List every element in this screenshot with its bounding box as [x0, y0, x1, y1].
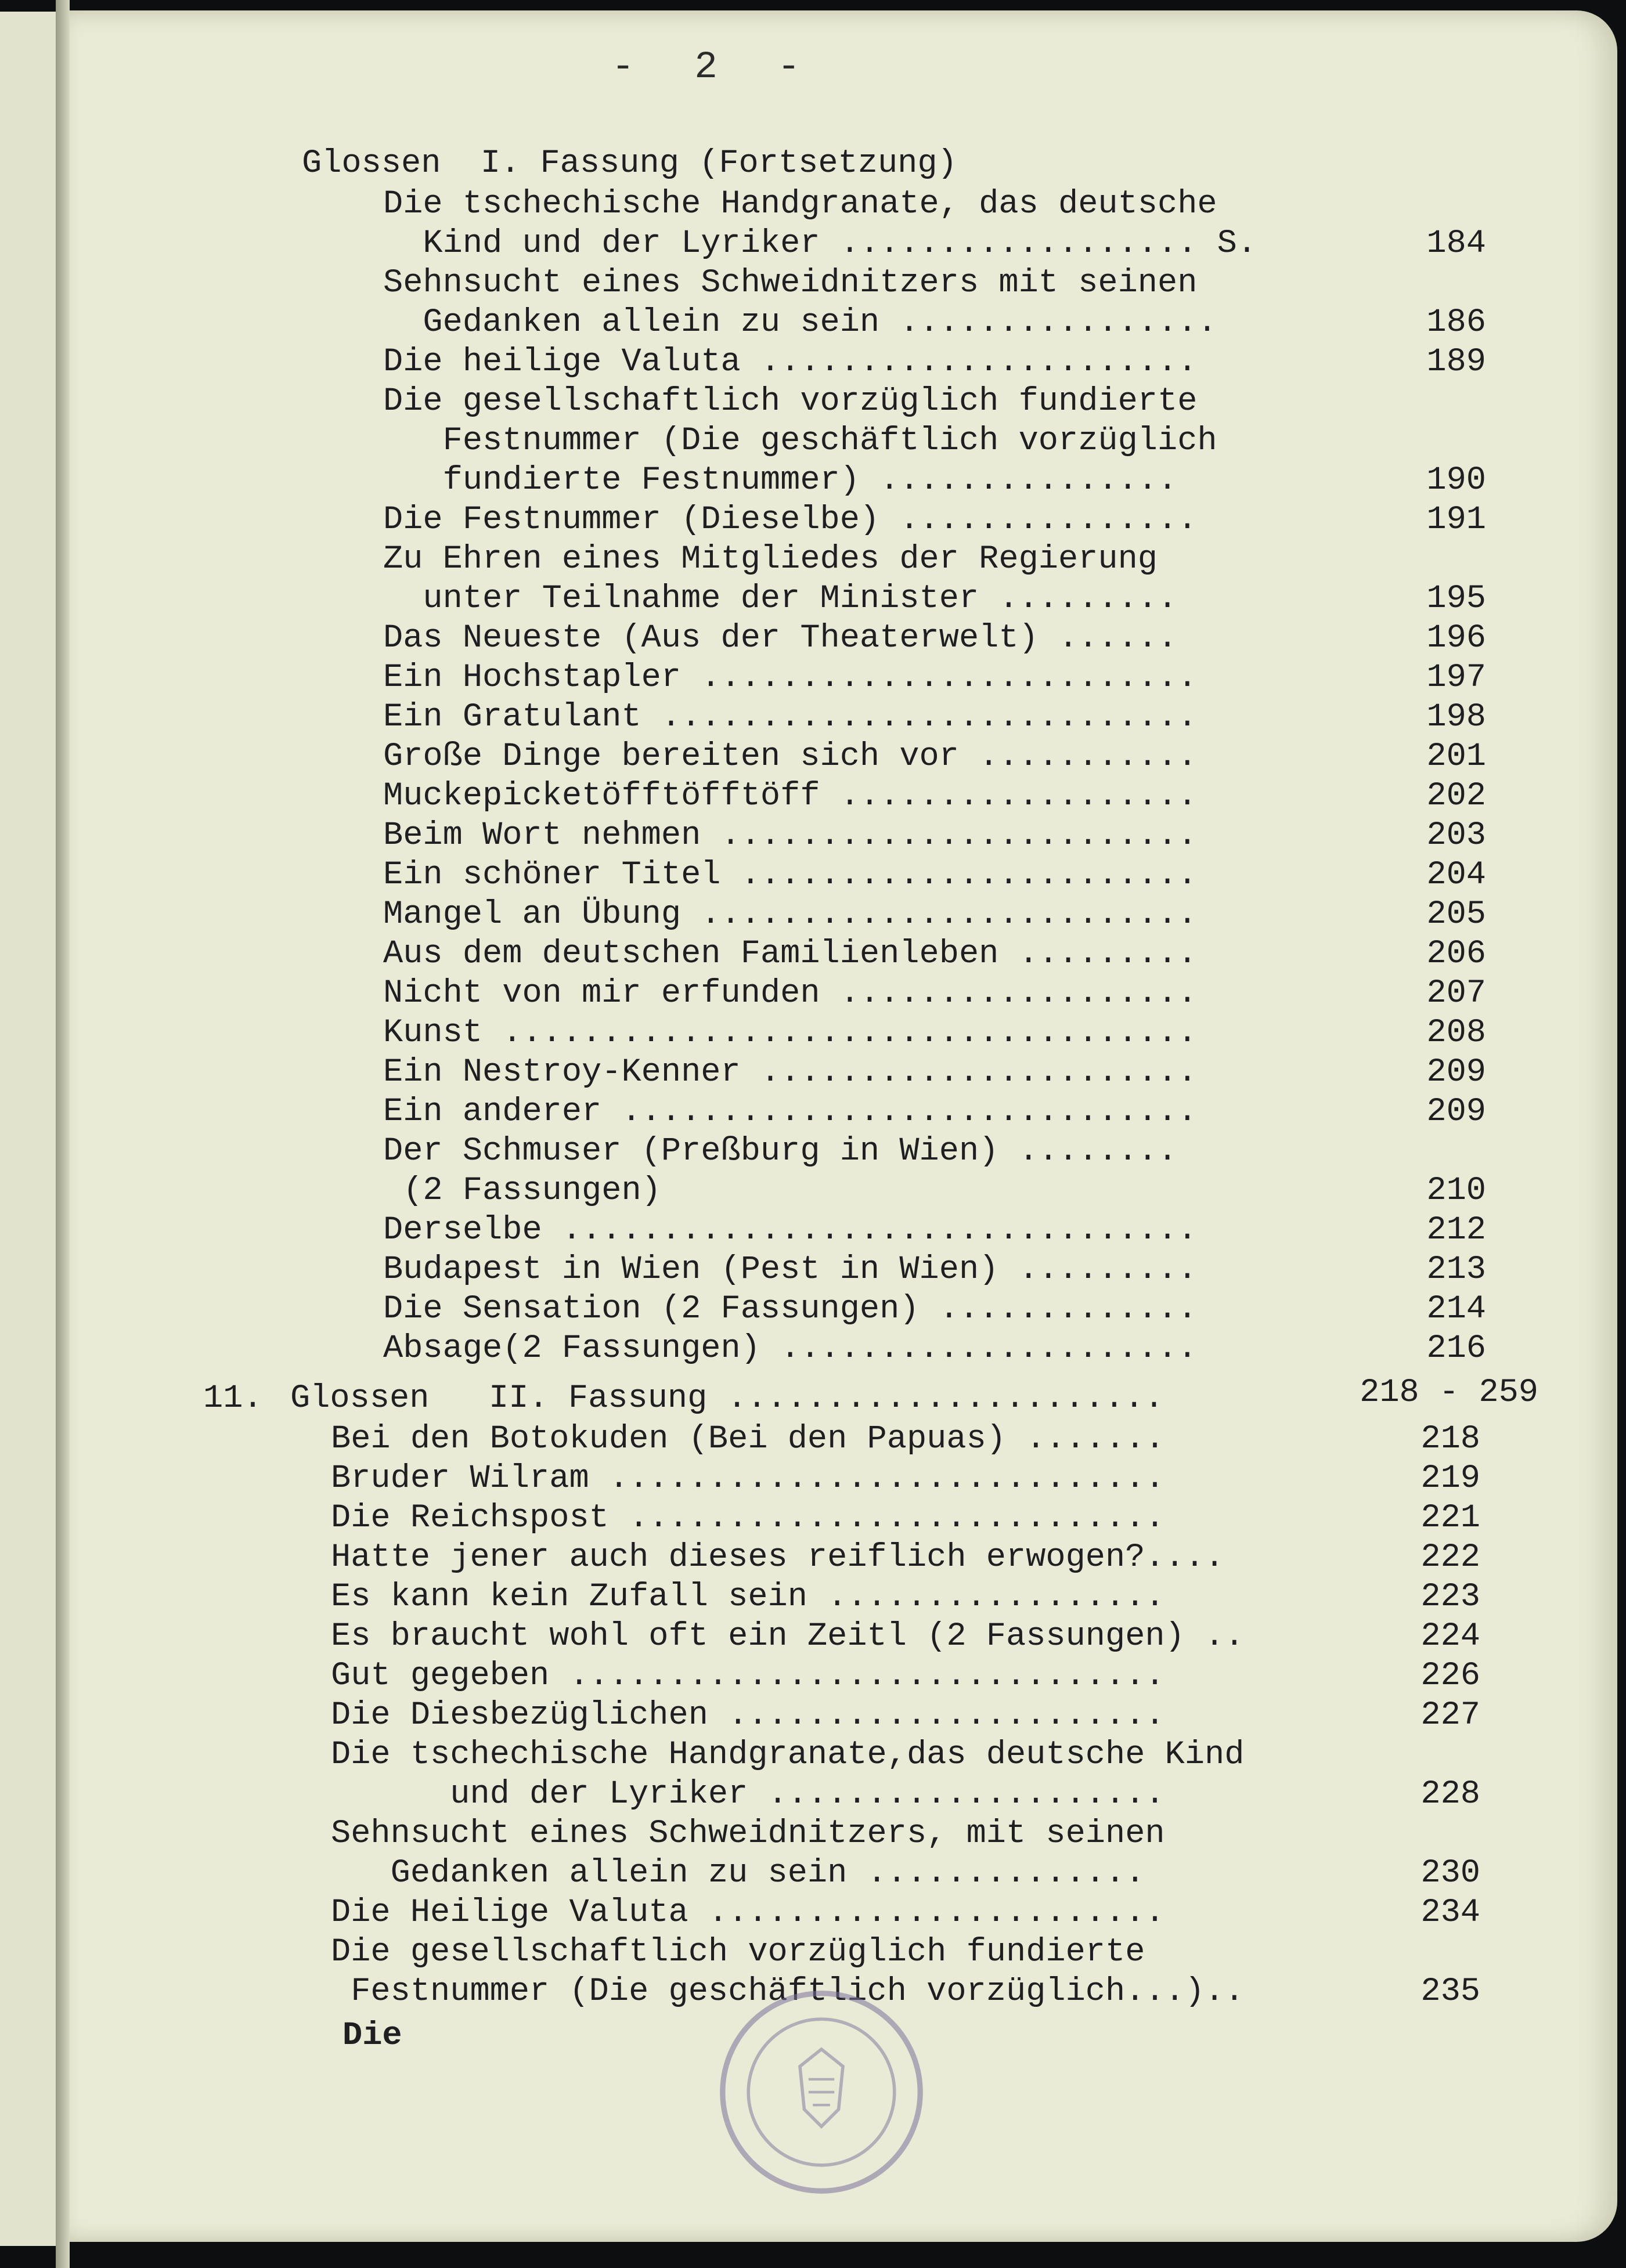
entry-title-line: Es kann kein Zufall sein .................	[331, 1579, 1165, 1616]
entry-title-line: Festnummer (Die geschäftlich vorzüglich...)..	[331, 1973, 1245, 2010]
entry-title-line: Gedanken allein zu sein ..............	[331, 1855, 1145, 1892]
binding-edge	[56, 0, 70, 2268]
entry-page-number: 224	[1421, 1618, 1480, 1655]
entry-title-line: Ein Hochstapler .........................	[383, 659, 1198, 696]
entry-title-line: unter Teilnahme der Minister .........	[383, 580, 1178, 617]
entry-page-number: 197	[1426, 659, 1486, 696]
toc-entry	[383, 1013, 1197, 1053]
toc-entry	[331, 1420, 1165, 1459]
entry-page-number: 198	[1426, 699, 1486, 736]
previous-page-edge	[0, 12, 59, 2246]
toc-entry	[331, 1656, 1165, 1696]
entry-page-number: 204	[1426, 857, 1486, 894]
toc-entry	[383, 263, 1217, 342]
toc-entry	[383, 1211, 1197, 1250]
entry-title-line: Ein schöner Titel .......................	[383, 857, 1198, 894]
entry-title-line: (2 Fassungen)	[383, 1172, 661, 1209]
entry-title-line: Große Dinge bereiten sich vor ...........	[383, 738, 1198, 775]
entry-title-line: Budapest in Wien (Pest in Wien) .........	[383, 1251, 1198, 1288]
entry-page-number: 212	[1426, 1212, 1486, 1249]
entry-page-number: 207	[1426, 975, 1486, 1012]
entry-title-line: Die Festnummer (Dieselbe) ...............	[383, 501, 1198, 539]
entry-page-number: 210	[1426, 1172, 1486, 1209]
toc-entry	[331, 1696, 1165, 1735]
entry-title-line: Die Reichspost ...........................	[331, 1500, 1165, 1537]
entry-title-line: Ein Nestroy-Kenner ......................	[383, 1054, 1198, 1091]
toc-entry	[331, 1893, 1165, 1933]
toc-entry	[383, 895, 1197, 934]
entry-title-line: Ein anderer .............................	[383, 1093, 1198, 1131]
entry-page-number: 208	[1426, 1014, 1486, 1052]
entry-page-number: 214	[1426, 1291, 1486, 1328]
entry-title-line: und der Lyriker ....................	[331, 1776, 1165, 1813]
entry-page-number: 219	[1421, 1460, 1480, 1497]
toc-entry	[383, 1053, 1197, 1092]
entry-title-line: Muckepicketöfftöfftöff ..................	[383, 778, 1198, 815]
entry-page-number: 190	[1426, 462, 1486, 499]
entry-title-line: Die tschechische Handgranate, das deutsche	[383, 186, 1217, 223]
section-number: 11.	[203, 1380, 263, 1417]
entry-title-line: Mangel an Übung .........................	[383, 896, 1198, 933]
entry-page-number: 191	[1426, 501, 1486, 539]
toc-entry	[331, 1735, 1244, 1814]
entry-page-number: 202	[1426, 778, 1486, 815]
toc-entry	[331, 1577, 1165, 1617]
entry-title-line: Kunst ...................................	[383, 1014, 1198, 1052]
toc-entry	[331, 1459, 1165, 1498]
entry-title-line: Sehnsucht eines Schweidnitzers mit seinen	[383, 265, 1198, 302]
entry-page-number: 205	[1426, 896, 1486, 933]
entry-page-number: 216	[1426, 1330, 1486, 1367]
section-page-range: 218 - 259	[1360, 1374, 1538, 1411]
entry-title-line: Zu Ehren eines Mitgliedes der Regierung	[383, 541, 1158, 578]
toc-entry	[383, 185, 1257, 263]
entry-page-number: 222	[1421, 1539, 1480, 1576]
entry-title-line: fundierte Festnummer) ...............	[383, 462, 1178, 499]
entry-page-number: 234	[1421, 1894, 1480, 1931]
trailing-word: Die	[342, 2017, 402, 2054]
entry-title-line: Nicht von mir erfunden ..................	[383, 975, 1198, 1012]
toc-entry	[383, 1329, 1197, 1368]
entry-page-number: 186	[1426, 304, 1486, 341]
entry-title-line: Kind und der Lyriker .................. S.	[383, 225, 1257, 262]
entry-page-number: 230	[1421, 1855, 1480, 1892]
entry-page-number: 209	[1426, 1054, 1486, 1091]
entry-title-line: Die Heilige Valuta .......................	[331, 1894, 1165, 1931]
entry-title-line: Es braucht wohl oft ein Zeitl (2 Fassungen) ..	[331, 1618, 1245, 1655]
toc-entry	[383, 382, 1217, 500]
entry-page-number: 201	[1426, 738, 1486, 775]
entry-page-number: 209	[1426, 1093, 1486, 1131]
entry-title-line: Das Neueste (Aus der Theaterwelt) ......	[383, 620, 1178, 657]
section-heading: Glossen I. Fassung (Fortsetzung)	[302, 145, 957, 182]
library-stamp	[714, 1985, 929, 2200]
toc-entry	[383, 934, 1197, 974]
toc-entry	[383, 619, 1177, 658]
toc-entry	[383, 816, 1197, 855]
toc-entry	[383, 737, 1197, 777]
toc-entry	[383, 342, 1197, 382]
entry-page-number: 227	[1421, 1697, 1480, 1734]
entry-page-number: 184	[1426, 225, 1486, 262]
toc-entry	[383, 500, 1197, 540]
entry-title-line: Gut gegeben ..............................	[331, 1657, 1165, 1695]
entry-page-number: 195	[1426, 580, 1486, 617]
entry-page-number: 218	[1421, 1421, 1480, 1458]
entry-title-line: Beim Wort nehmen ........................	[383, 817, 1198, 854]
entry-page-number: 226	[1421, 1657, 1480, 1695]
entry-page-number: 196	[1426, 620, 1486, 657]
toc-entry	[383, 855, 1197, 895]
entry-page-number: 203	[1426, 817, 1486, 854]
toc-entry	[383, 698, 1197, 737]
section-heading: Glossen II. Fassung ......................	[290, 1380, 1164, 1417]
entry-title-line: Festnummer (Die geschäftlich vorzüglich	[383, 422, 1217, 460]
page-number: - 2 -	[611, 45, 805, 89]
entry-title-line: Bruder Wilram ............................	[331, 1460, 1165, 1497]
entry-title-line: Der Schmuser (Preßburg in Wien) ........	[383, 1133, 1178, 1170]
entry-title-line: Gedanken allein zu sein ................	[383, 304, 1217, 341]
entry-page-number: 189	[1426, 344, 1486, 381]
entry-page-number: 206	[1426, 936, 1486, 973]
toc-entry	[383, 777, 1197, 816]
entry-title-line: Die tschechische Handgranate,das deutsche Kind	[331, 1736, 1245, 1774]
entry-title-line: Hatte jener auch dieses reiflich erwogen?....	[331, 1539, 1225, 1576]
entry-page-number: 235	[1421, 1973, 1480, 2010]
toc-entry	[383, 1092, 1197, 1132]
entry-title-line: Die heilige Valuta ......................	[383, 344, 1198, 381]
entry-title-line: Die Sensation (2 Fassungen) .............	[383, 1291, 1198, 1328]
entry-page-number: 228	[1421, 1776, 1480, 1813]
toc-entry	[383, 1290, 1197, 1329]
entry-title-line: Die gesellschaftlich vorzüglich fundierte	[331, 1934, 1145, 1971]
entry-title-line: Sehnsucht eines Schweidnitzers, mit seinen	[331, 1815, 1165, 1852]
entry-title-line: Die gesellschaftlich vorzüglich fundierte	[383, 383, 1198, 420]
toc-entry	[331, 1498, 1165, 1538]
entry-title-line: Absage(2 Fassungen) .....................	[383, 1330, 1198, 1367]
toc-entry	[383, 974, 1197, 1013]
entry-title-line: Bei den Botokuden (Bei den Papuas) .......	[331, 1421, 1165, 1458]
entry-page-number: 221	[1421, 1500, 1480, 1537]
toc-entry	[383, 1250, 1197, 1290]
toc-entry	[331, 1814, 1165, 1893]
entry-title-line: Ein Gratulant ...........................	[383, 699, 1198, 736]
toc-entry	[331, 1617, 1244, 1656]
entry-title-line: Derselbe ................................	[383, 1212, 1198, 1249]
entry-title-line: Aus dem deutschen Familienleben .........	[383, 936, 1198, 973]
entry-title-line: Die Diesbezüglichen ......................	[331, 1697, 1165, 1734]
entry-page-number: 213	[1426, 1251, 1486, 1288]
toc-entry	[383, 658, 1197, 698]
entry-page-number: 223	[1421, 1579, 1480, 1616]
toc-entry	[383, 1132, 1177, 1211]
toc-entry	[331, 1538, 1224, 1577]
toc-entry	[383, 540, 1177, 619]
